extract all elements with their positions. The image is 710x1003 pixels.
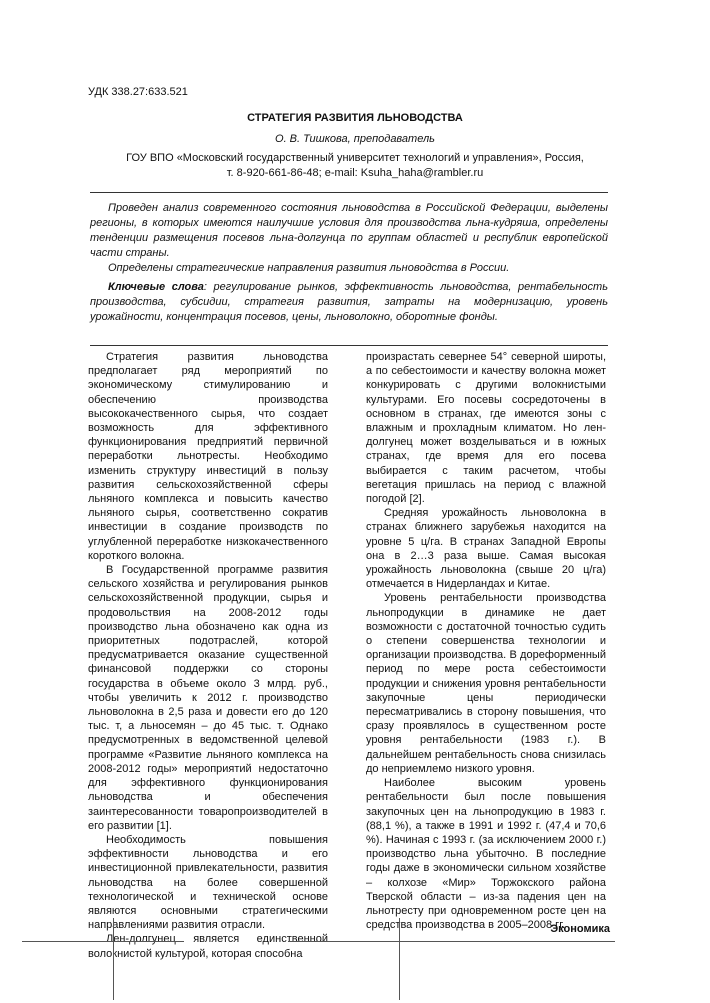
body-paragraph: Стратегия развития льноводства предполагает ряд мероприятий по экономическому стимулированию и обеспечению производства высококачественного сырья, что создает возможность для эффективного функционирования предприятий первичной переработки льнотресты. Необходимо изменить структуру инвестиций в пользу развития сельскохозяйственной сферы льняного комплекса и повысить качество льняного сырья, соответственно сократив инвестиции в создание производств по углубленной переработке низкокачественного короткого волокна. bbox=[88, 351, 328, 562]
body-paragraph: Наиболее высоким уровень рентабельности был после повышения закупочных цен на льнопродукцию в 1983 г. (88,1 %), а также в 1991 и 1992 г. (47,4 и 70,6 %). Начиная с 1993 г. (за исключением 2000 г.) производство льна убыточно. В последние годы даже в экономически сильном хозяйстве – колхозе «Мир» Торжокского района Тверской области – из-за падения цен на льнотресту при одновременном росте цен на средства производства в 2005–2008 гг. bbox=[366, 777, 606, 932]
crop-mark bbox=[113, 918, 114, 1000]
abstract-paragraph-1: Проведен анализ современного состояния льноводства в Российской Федерации, выделены регионы, в которых имеются наилучшие условия для производства льна-кудряша, определены тенденции размещения посевов льна-долгунца по группам областей и республик европейской части страны. bbox=[90, 202, 608, 259]
body-paragraph: Средняя урожайность льноволокна в странах ближнего зарубежья находится на уровне 5 ц/га. В странах Западной Европы она в 2…3 раза выше. Самая высокая урожайность льноволокна (свыше 20 ц/га) отмечается в Нидерландах и Китае. bbox=[366, 507, 606, 591]
body-paragraph-continued: произрастать севернее 54° северной широты, а по себестоимости и качеству волокна может конкурировать с другими волокнистыми культурами. Его посевы сосредоточены в основном в странах, где имеются зоны с влажным и прохладным климатом. Но лен-долгунец может возделываться и в южных странах, где время для его посева выбирается с таким расчетом, чтобы вегетация пришлась на период с влажной погодой [2]. bbox=[366, 351, 606, 506]
abstract bbox=[90, 201, 608, 325]
section-label: Экономика bbox=[550, 923, 610, 935]
middle-divider bbox=[90, 345, 608, 346]
top-divider bbox=[90, 192, 608, 193]
keywords bbox=[90, 280, 608, 325]
affiliation-line-1: ГОУ ВПО «Московский государственный университет технологий и управления», Россия, bbox=[126, 152, 584, 164]
body-paragraph: В Государственной программе развития сельского хозяйства и регулирования рынков сельскохозяйственной продукции, сырья и продовольствия на 2008-2012 годы производство льна обозначено как одна из приоритетных подотраслей, которой предусматривается оказание существенной финансовой поддержки со стороны государства в объеме около 3 млрд. руб., чтобы увеличить к 2012 г. производство льноволокна в 2,5 раза и довести его до 120 тыс. т, а льносемян – до 45 тыс. т. Однако предусмотренных в ведомственной целевой программе «Развитие льняного комплекса на 2008-2012 годы» мероприятий недостаточно для эффективного функционирования льноводства и обеспечения заинтересованности товаропроизводителей в его развитии [1]. bbox=[88, 564, 328, 832]
affiliation bbox=[90, 151, 620, 181]
affiliation-line-2: т. 8-920-661-86-48; e-mail: Ksuha_haha@rambler.ru bbox=[226, 167, 484, 179]
body-paragraph: Уровень рентабельности производства льнопродукции в динамике не дает возможности с достаточной точностью судить о степени совершенства технологии и организации производства. В дореформенный период по мере роста себестоимости продукции и снижения уровня рентабельности закупочные цены периодически пересматривались в сторону повышения, что сразу проявлялось в существенном росте уровня рентабельности (1983 г.). В дальнейшем рентабельность снова снизилась до неприемлемо низкого уровня. bbox=[366, 592, 606, 775]
abstract-paragraph-2: Определены стратегические направления развития льноводства в России. bbox=[108, 262, 510, 274]
author-line: О. В. Тишкова, преподаватель bbox=[275, 133, 435, 145]
body-paragraph: Лен-долгунец является единственной волокнистой культурой, которая способна bbox=[88, 933, 328, 960]
udk-code: УДК 338.27:633.521 bbox=[88, 86, 188, 98]
body-column-right bbox=[366, 350, 606, 932]
body-column-left bbox=[88, 350, 328, 961]
keywords-label: Ключевые слова bbox=[108, 281, 204, 293]
body-paragraph: Необходимость повышения эффективности льноводства и его инвестиционной привлекательности, развития льноводства на более совершенной технологической и технической основе являются основными стратегическими направлениями развития отрасли. bbox=[88, 833, 328, 932]
article-title: СТРАТЕГИЯ РАЗВИТИЯ ЛЬНОВОДСТВА bbox=[247, 112, 463, 124]
footer-rule bbox=[395, 941, 615, 942]
crop-mark bbox=[22, 941, 184, 942]
keywords-text: : регулирование рынков, эффективность льноводства, рентабельность производства, субсидии, стратегия развития, затраты на модернизацию, уровень урожайности, концентрация посевов, цены, льноволокно, оборотные фонды. bbox=[90, 281, 608, 323]
crop-mark bbox=[399, 918, 400, 1000]
